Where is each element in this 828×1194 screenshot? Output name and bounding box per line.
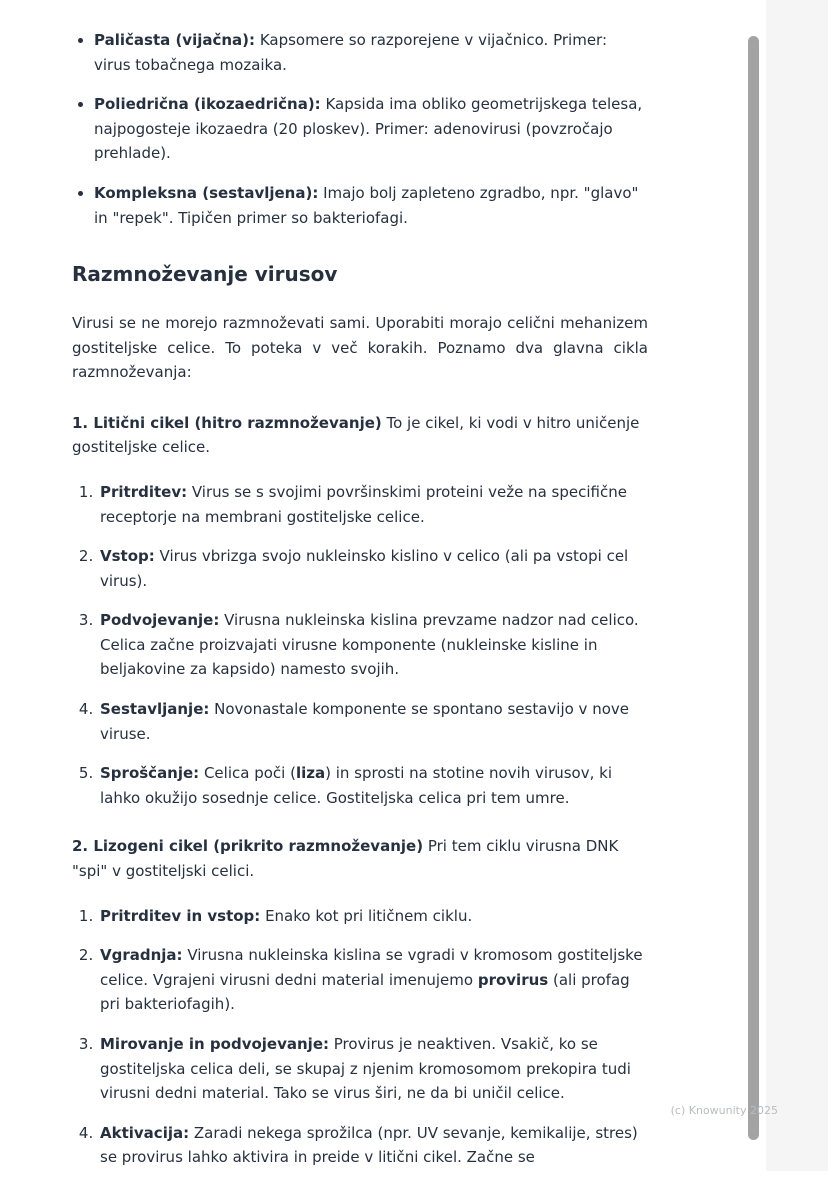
step-item [98,608,648,682]
lysogenic-cycle-paragraph [72,834,648,883]
copyright-watermark: (c) Knowunity 2025 [670,1104,778,1117]
cycle-title-bold: 2. Lizogeni cikel (prikrito razmnoževanje) [72,837,424,856]
page-right-gutter [766,0,828,1171]
inline-bold-term: provirus [477,970,549,989]
step-item [98,943,648,1017]
bullet-item [94,181,648,230]
step-item [98,697,648,746]
step-title-bold: Vstop: [100,547,155,566]
term-bold: Kompleksna (sestavljena): [94,183,319,202]
step-title-bold: Podvojevanje: [100,611,220,630]
step-item [98,761,648,810]
inline-bold-term: liza [295,764,326,783]
step-item [98,1032,648,1106]
document-content [72,28,648,1194]
bullet-text: Imajo bolj zapleteno zgradbo, npr. "glavo" in "repek". Tipičen primer so bakteriofagi. [94,183,639,227]
step-text: (ali profag pri bakteriofagih). [100,970,630,1014]
bullet-text: Kapsomere so razporejene v vijačnico. Primer: virus tobačnega mozaika. [94,31,608,74]
capsid-shape-bullet-list [72,28,648,230]
bullet-item [94,92,648,166]
step-text: Virus se s svojimi površinskimi proteini veže na specifične receptorje na membrani gostiteljske celice. [100,482,627,526]
lytic-cycle-paragraph [72,411,648,460]
step-title-bold: Sproščanje: [100,764,200,783]
step-item [98,544,648,593]
step-text: Enako kot pri litičnem ciklu. [260,906,473,925]
bullet-text: Kapsida ima obliko geometrijskega telesa, najpogosteje ikozaedra (20 ploskev). Primer: adenovirusi (povzročajo prehlade). [94,95,643,163]
bullet-item [94,28,648,77]
lytic-steps-list [72,480,648,811]
vertical-scrollbar-thumb[interactable] [748,36,759,1140]
step-title-bold: Aktivacija: [100,1123,190,1142]
step-text: ) in sprosti na stotine novih virusov, ki lahko okužijo sosednje celice. Gostiteljska celica pri tem umre. [100,764,612,807]
intro-paragraph: Virusi se ne morejo razmnoževati sami. Uporabiti morajo celični mehanizem gostiteljske celice. To poteka v več korakih. Poznamo dva glavna cikla razmnoževanja: [72,313,648,382]
step-text: Provirus je neaktiven. Vsakič, ko se gostiteljska celica deli, se skupaj z njenim kromosomom prekopira tudi virusni dedni material. Tako se virus širi, ne da bi uničil celice. [100,1035,631,1103]
term-bold: Poliedrična (ikozaedrična): [94,95,321,114]
cycle-text: To je cikel, ki vodi v hitro uničenje gostiteljske celice. [72,413,640,457]
step-title-bold: Mirovanje in podvojevanje: [100,1035,329,1054]
step-text: Virus vbrizga svojo nukleinsko kislino v celico (ali pa vstopi cel virus). [100,547,629,590]
lysogenic-steps-list [72,904,648,1170]
cycle-title-bold: 1. Litični cikel (hitro razmnoževanje) [72,413,382,432]
step-text: Virusna nukleinska kislina prevzame nadzor nad celico. Celica začne proizvajati virusne komponente (nukleinske kisline in beljakovine za kapsido) namesto svojih. [100,611,639,679]
step-item [98,1121,648,1170]
step-text: Celica poči ( [199,764,296,783]
step-title-bold: Sestavljanje: [100,700,210,719]
step-title-bold: Pritrditev: [100,482,188,501]
step-item [98,904,648,929]
step-text: Virusna nukleinska kislina se vgradi v kromosom gostiteljske celice. Vgrajeni virusni dedni material imenujemo [100,946,643,989]
cycle-text: Pri tem ciklu virusna DNK "spi" v gostiteljski celici. [72,837,619,881]
step-title-bold: Pritrditev in vstop: [100,906,261,925]
step-title-bold: Vgradnja: [100,946,183,965]
term-bold: Paličasta (vijačna): [94,31,256,49]
step-text: Zaradi nekega sprožilca (npr. UV sevanje, kemikalije, stres) se provirus lahko aktivira in preide v litični cikel. Začne se [100,1123,638,1167]
step-text: Novonastale komponente se spontano sestavijo v nove viruse. [100,700,629,743]
section-heading: Razmnoževanje virusov [72,262,338,287]
step-item [98,480,648,529]
